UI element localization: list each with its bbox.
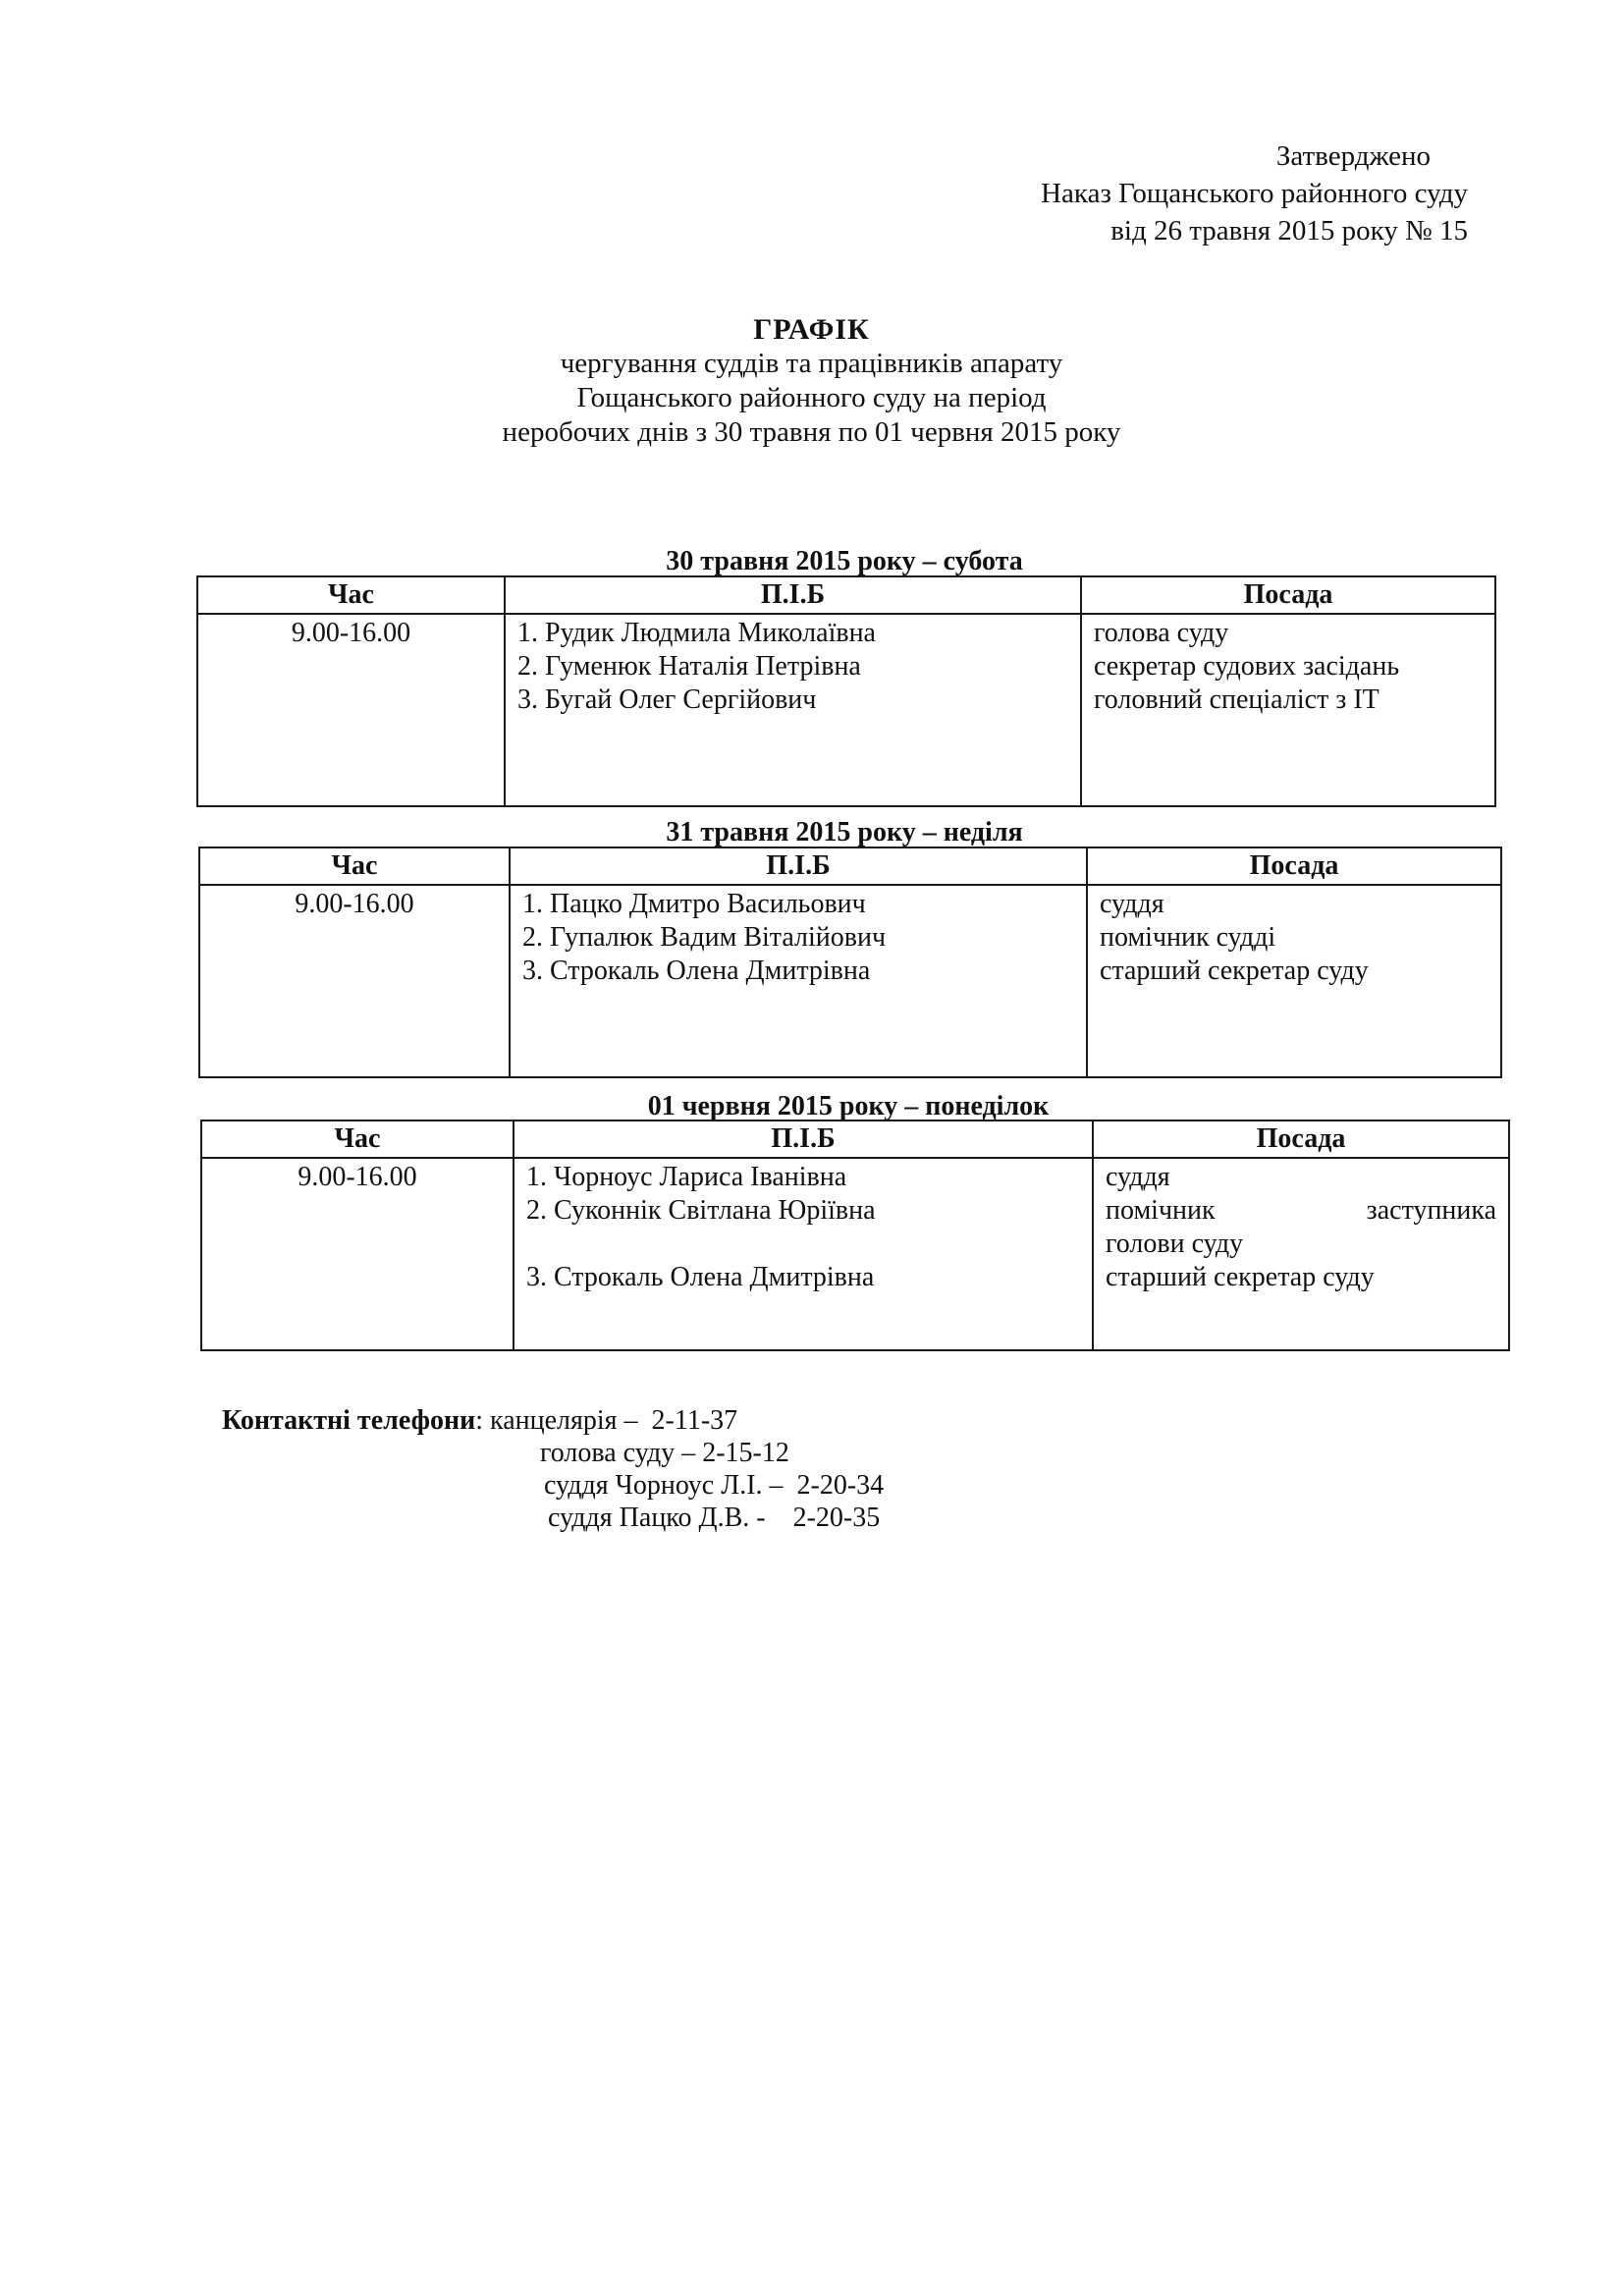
person-position-justified bbox=[1106, 1194, 1496, 1228]
heading-line-3: неробочих днів з 30 травня по 01 червня 2015 року bbox=[502, 416, 1121, 448]
position-word: заступника bbox=[1366, 1195, 1496, 1226]
column-header-name: П.І.Б bbox=[514, 1121, 1093, 1158]
spacer bbox=[526, 1228, 1080, 1261]
table-header-row bbox=[197, 576, 1495, 614]
column-header-time: Час bbox=[201, 1121, 514, 1158]
day-3-title: 01 червня 2015 року – понеділок bbox=[647, 1091, 1050, 1121]
column-header-name: П.І.Б bbox=[505, 576, 1081, 614]
person-name: 2. Гупалюк Вадим Віталійович bbox=[522, 922, 887, 953]
contacts-label: Контактні телефони bbox=[222, 1405, 476, 1436]
person-name: 3. Строкаль Олена Дмитрівна bbox=[522, 956, 871, 986]
person-name: 2. Суконнік Світлана Юріївна bbox=[526, 1195, 876, 1226]
column-header-position: Посада bbox=[1081, 576, 1495, 614]
time-cell: 9.00-16.00 bbox=[197, 614, 505, 806]
positions-cell bbox=[1081, 614, 1495, 806]
person-position: секретар судових засідань bbox=[1094, 651, 1400, 682]
time-cell: 9.00-16.00 bbox=[201, 1158, 514, 1350]
positions-cell bbox=[1087, 885, 1501, 1077]
person-name: 1. Чорноус Лариса Іванівна bbox=[526, 1162, 847, 1192]
contact-phone: голова суду – 2-15-12 bbox=[540, 1438, 789, 1468]
approval-block bbox=[1041, 137, 1468, 249]
position-word: помічник bbox=[1106, 1195, 1216, 1226]
person-position: суддя bbox=[1100, 889, 1164, 919]
column-header-name: П.І.Б bbox=[510, 847, 1087, 885]
heading-line-2: Гощанського районного суду на період bbox=[576, 382, 1047, 413]
column-header-position: Посада bbox=[1087, 847, 1501, 885]
person-position: старший секретар суду bbox=[1100, 956, 1369, 986]
positions-cell bbox=[1093, 1158, 1509, 1350]
approval-line-3: від 26 травня 2015 року № 15 bbox=[1110, 215, 1468, 246]
person-position: помічник судді bbox=[1100, 922, 1276, 953]
person-name: 3. Строкаль Олена Дмитрівна bbox=[526, 1262, 875, 1292]
names-cell bbox=[510, 885, 1087, 1077]
person-position: голова суду bbox=[1094, 618, 1229, 648]
table-header-row bbox=[201, 1121, 1509, 1158]
table-row bbox=[199, 885, 1501, 1077]
person-position-continued: голови суду bbox=[1106, 1229, 1244, 1259]
person-position: суддя bbox=[1106, 1162, 1170, 1192]
table-header-row bbox=[199, 847, 1501, 885]
names-cell bbox=[505, 614, 1081, 806]
schedule-table-day-2 bbox=[198, 847, 1502, 1078]
table-row bbox=[201, 1158, 1509, 1350]
contacts-block bbox=[222, 1404, 884, 1534]
day-1-title: 30 травня 2015 року – субота bbox=[666, 546, 1023, 576]
time-cell: 9.00-16.00 bbox=[199, 885, 510, 1077]
person-name: 1. Рудик Людмила Миколаївна bbox=[517, 618, 876, 648]
approval-line-2: Наказ Гощанського районного суду bbox=[1041, 178, 1468, 209]
person-name: 2. Гуменюк Наталія Петрівна bbox=[517, 651, 861, 682]
document-heading bbox=[0, 312, 1623, 450]
column-header-time: Час bbox=[197, 576, 505, 614]
person-position: головний спеціаліст з ІТ bbox=[1094, 684, 1380, 715]
schedule-table-day-1 bbox=[196, 575, 1496, 807]
column-header-position: Посада bbox=[1093, 1121, 1509, 1158]
schedule-table-day-3 bbox=[200, 1120, 1510, 1351]
table-row bbox=[197, 614, 1495, 806]
person-name: 1. Пацко Дмитро Васильович bbox=[522, 889, 866, 919]
day-2-title: 31 травня 2015 року – неділя bbox=[666, 817, 1023, 847]
document-title: ГРАФІК bbox=[753, 313, 870, 346]
person-position: старший секретар суду bbox=[1106, 1262, 1375, 1292]
contact-phone: суддя Пацко Д.В. - 2-20-35 bbox=[548, 1503, 881, 1533]
column-header-time: Час bbox=[199, 847, 510, 885]
approval-line-1: Затверджено bbox=[1275, 140, 1431, 172]
heading-line-1: чергування суддів та працівників апарату bbox=[560, 348, 1063, 379]
contact-phone: суддя Чорноус Л.І. – 2-20-34 bbox=[544, 1470, 885, 1501]
contact-phone: : канцелярія – 2-11-37 bbox=[475, 1405, 738, 1436]
person-name: 3. Бугай Олег Сергійович bbox=[517, 684, 817, 715]
names-cell bbox=[514, 1158, 1093, 1350]
